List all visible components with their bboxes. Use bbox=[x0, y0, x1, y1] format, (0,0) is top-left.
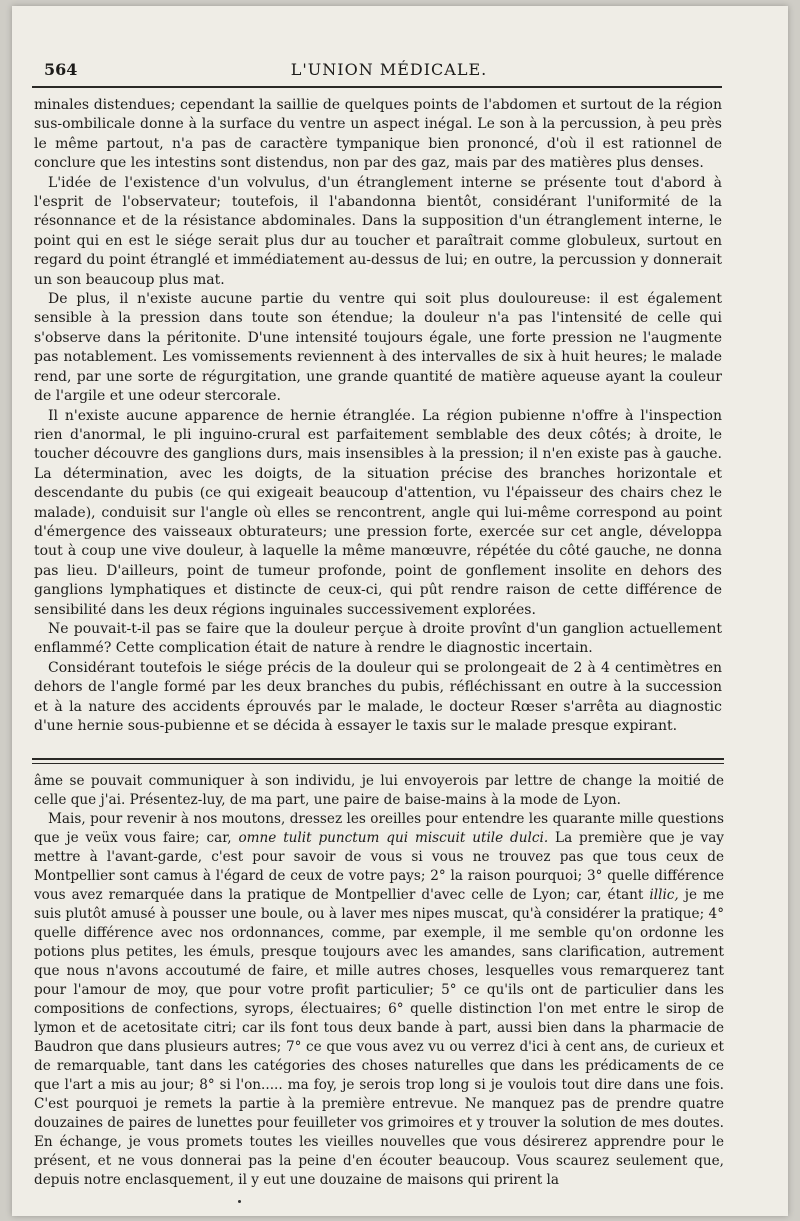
latin-quote: omne tulit punctum qui miscuit utile dulci. bbox=[238, 830, 549, 846]
feuilleton-paragraph-1: âme se pouvait communiquer à son individu, je lui envoyerois par lettre de change la moitié de celle que j'ai. Présentez-luy, de ma part, une paire de baise-mains à la mode de Lyon. bbox=[34, 773, 724, 808]
feuilleton-rule-thick bbox=[32, 758, 724, 760]
paragraph-3: De plus, il n'existe aucune partie du ventre qui soit plus douloureuse: il est également sensible à la pression dans toute son étendue; la douleur n'a pas l'intensité de celle qui s'observe dans la péritonite. D'une intensité toujours égale, une forte pression ne l'augmente pas notablement. Les vomissements reviennent à des intervalles de six à huit heures; le malade rend, par une sorte de régurgitation, une grande quantité de matière aqueuse ayant la couleur de l'argile et une odeur stercorale. bbox=[34, 291, 722, 405]
feuilleton-paragraph-2 bbox=[34, 810, 724, 1190]
page-speck bbox=[238, 1200, 241, 1203]
running-title: L'UNION MÉDICALE. bbox=[290, 60, 488, 79]
paragraph-4: Il n'existe aucune apparence de hernie étranglée. La région pubienne n'offre à l'inspection rien d'anormal, le pli inguino-crural est parfaitement semblable des deux côtés; à droite, le toucher découvre des ganglions durs, mais insensibles à la pression; il n'en existe pas à gauche. La détermination, avec les doigts, de la situation précise des branches horizontale et descendante du pubis (ce qui exigeait beaucoup d'attention, vu l'épaisseur des chairs chez le malade), conduisit sur l'angle où elles se rencontrent, angle qui lui-même correspond au point d'émergence des vaisseaux obturateurs; une pression forte, exercée sur cet angle, développa tout à coup une vive douleur, à laquelle la même manœuvre, répétée du côté gauche, ne donna pas lieu. D'ailleurs, point de tumeur profonde, point de gonflement insolite en dehors des ganglions lymphatiques et distincte de ceux-ci, qui pût rendre raison de cette différence de sensibilité dans les deux régions inguinales successivement explorées. bbox=[34, 407, 722, 618]
page-number: 564 bbox=[44, 60, 78, 79]
feuilleton-text-c: je me suis plutôt amusé à pousser une boule, ou à laver mes nipes muscat, qu'à considérer la pratique; 4° quelle différence avec nos ordonnances, comme, par exemple, il me semble qu'on ordonne les potions plus petites, les émuls, presque toujours avec les amandes, sans clarification, autrement que nous n'avons accoutumé de faire, et mille autres choses, lesquelles vous remarquerez tant pour l'amour de moy, que pour votre profit particulier; 5° ce qu'ils ont de particulier dans les compositions de confections, syrops, électuaires; 6° quelle distinction l'on met entre le sirop de lymon et de acetositate citri; car ils font tous deux bande à part, aussi bien dans la pharmacie de Baudron que dans plusieurs autres; 7° ce que vous avez vu ou verrez d'ici à cent ans, de curieux et de remarquable, tant dans les catégories des choses naturelles que dans les prédicaments de ce que l'art a mis au jour; 8° si l'on..... ma foy, je serois trop long si je voulois tout dire dans une fois. C'est pourquoi je remets la partie à la première entrevue. Ne manquez pas de prendre quatre douzaines de paires de lunettes pour feuilleter vos grimoires et y trouver la solution de mes doutes. En échange, je vous promets toutes les vieilles nouvelles que vous désirerez apprendre pour le présent, et ne vous donnerai pas la peine d'en écouter beaucoup. Vous scaurez seulement que, depuis notre enclasquement, il y eut une douzaine de maisons qui prirent la bbox=[34, 887, 724, 1188]
paragraph-6: Considérant toutefois le siége précis de la douleur qui se prolongeait de 2 à 4 centimètres en dehors de l'angle formé par les deux branches du pubis, réfléchissant en outre à la succession et à la nature des accidents éprouvés par le malade, le docteur Rœser s'arrêta au diagnostic d'une hernie sous-pubienne et se décida à essayer le taxis sur le malade presque expirant. bbox=[34, 659, 722, 734]
paragraph-5: Ne pouvait-t-il pas se faire que la douleur perçue à droite provînt d'un ganglion actuellement enflammé? Cette complication était de nature à rendre le diagnostic incertain. bbox=[34, 620, 722, 657]
feuilleton-rule-thin bbox=[32, 763, 724, 764]
feuilleton bbox=[34, 772, 724, 1190]
paragraph-1: minales distendues; cependant la saillie de quelques points de l'abdomen et surtout de la région sus-ombilicale donne à la surface du ventre un aspect inégal. Le son à la percussion, à peu près le même partout, n'a pas de caractère tympanique bien prononcé, d'où il est rationnel de conclure que les intestins sont distendus, non par des gaz, mais par des matières plus denses. bbox=[34, 97, 722, 172]
header-rule bbox=[32, 86, 722, 88]
feuilleton-text-b: La première que je vay mettre à l'avant-garde, c'est pour savoir de vous si vous ne trouvez pas que tous ceux de Montpellier sont camus à l'égard de ceux de votre pays; 2° la raison pourquoi; 3° quelle différence vous avez remarquée dans la pratique de Montpellier d'avec celle de Lyon; car, étant bbox=[34, 830, 724, 903]
paragraph-2: L'idée de l'existence d'un volvulus, d'un étranglement interne se présente tout d'abord à l'esprit de l'observateur; toutefois, il l'abandonna bientôt, considérant l'uniformité de la résonnance et de la résistance abdominales. Dans la supposition d'un étranglement interne, le point qui en est le siége serait plus dur au toucher et paraîtrait comme globuleux, surtout en regard du point étranglé et immédiatement au-dessus de lui; en outre, la percussion y donnerait un son beaucoup plus mat. bbox=[34, 174, 722, 288]
feuilleton-text-a: Mais, pour revenir à nos moutons, dressez les oreilles pour entendre les quarante mille questions que je veüx vous faire; car, bbox=[34, 811, 724, 846]
latin-word: illic, bbox=[649, 887, 679, 903]
main-article bbox=[34, 96, 722, 736]
